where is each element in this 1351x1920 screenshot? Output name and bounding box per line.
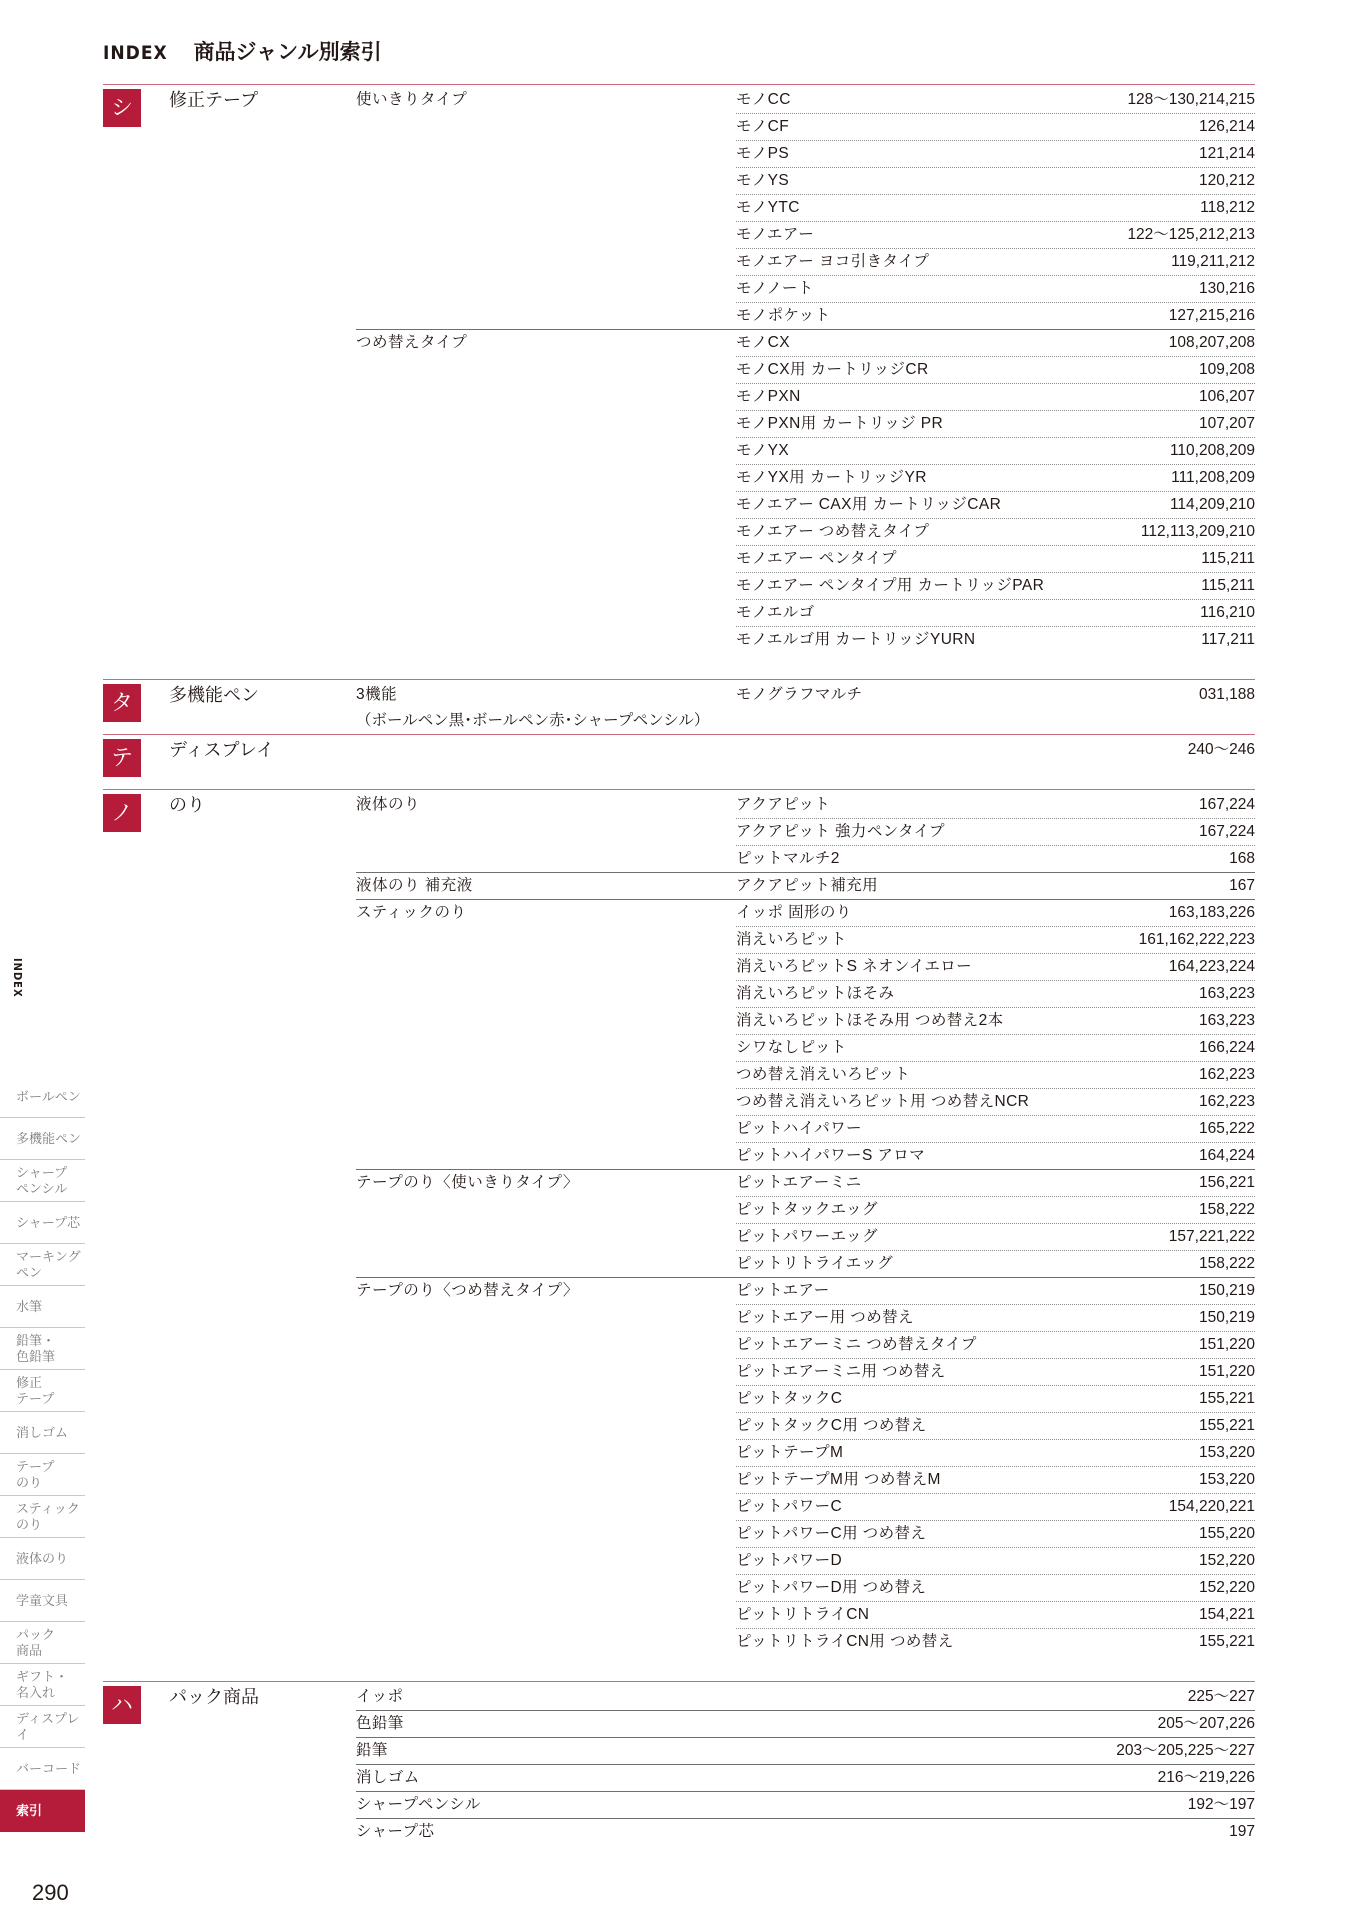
entry-pages: 163,183,226 <box>1168 904 1255 921</box>
subcategory-note: （ボールペン黒･ボールペン赤･シャープペンシル） <box>356 712 710 729</box>
index-entry[interactable] <box>736 168 1255 195</box>
subcategory-name: テープのり〈使いきりタイプ〉 <box>356 1174 579 1191</box>
index-entry[interactable] <box>736 546 1255 573</box>
subcategory <box>356 872 1255 899</box>
side-tab[interactable] <box>0 1706 85 1748</box>
item-list <box>736 873 1255 899</box>
side-tab-label: シャープ ペンシル <box>16 1164 68 1196</box>
entry-name: ピットテープM <box>736 1444 844 1461</box>
side-tab-label: 鉛筆・ 色鉛筆 <box>16 1332 56 1364</box>
subcategory <box>356 329 1255 653</box>
item-list <box>736 682 1255 708</box>
index-entry[interactable] <box>736 1575 1255 1602</box>
entry-name: モノYX用 カートリッジYR <box>736 469 927 486</box>
entry-pages: 118,212 <box>1200 199 1255 216</box>
entry-name: 消えいろピットS ネオンイエロー <box>736 958 973 975</box>
entry-pages: 155,221 <box>1198 1417 1255 1434</box>
subcategory <box>356 1169 1255 1277</box>
entry-name: モノエアー ペンタイプ用 カートリッジPAR <box>736 577 1045 594</box>
entry-pages: 150,219 <box>1198 1309 1255 1326</box>
entry-pages: 156,221 <box>1198 1174 1255 1191</box>
section-letter: シ <box>103 89 141 127</box>
subcategory-name: 3機能 <box>356 686 398 703</box>
section-letter: ハ <box>103 1686 141 1724</box>
entry-pages: 154,221 <box>1198 1606 1255 1623</box>
entry-pages: 157,221,222 <box>1168 1228 1255 1245</box>
side-tab-label: テープ のり <box>16 1458 55 1490</box>
side-tab-label: 液体のり <box>16 1550 69 1566</box>
entry-pages: 120,212 <box>1198 172 1255 189</box>
index-entry[interactable] <box>736 1602 1255 1629</box>
index-section <box>103 1681 1255 1845</box>
index-entry[interactable] <box>736 519 1255 546</box>
section-letter: タ <box>103 684 141 722</box>
entry-pages: 162,223 <box>1198 1066 1255 1083</box>
subcategory-name: 使いきりタイプ <box>356 91 468 108</box>
entry-name: イッポ 固形のり <box>736 904 852 921</box>
entry-pages: 110,208,209 <box>1169 442 1255 459</box>
entry-pages: 151,220 <box>1198 1363 1255 1380</box>
entry-name: ピットマルチ2 <box>736 850 840 867</box>
entry-name: ピットエアーミニ用 つめ替え <box>736 1363 946 1380</box>
index-entry[interactable] <box>356 1792 1255 1818</box>
entry-name: モノグラフマルチ <box>736 686 863 703</box>
index-entry[interactable] <box>736 1521 1255 1548</box>
item-list <box>356 1711 1255 1737</box>
entry-name: モノPXN <box>736 388 801 405</box>
side-tab[interactable] <box>0 1496 85 1538</box>
entry-pages: 114,209,210 <box>1169 496 1255 513</box>
index-entry[interactable] <box>736 1629 1255 1655</box>
entry-name: シワなしピット <box>736 1039 847 1056</box>
index-entry[interactable] <box>736 249 1255 276</box>
side-tab[interactable] <box>0 1412 85 1454</box>
entry-name: ピットエアーミニ <box>736 1174 862 1191</box>
side-tab-label: シャープ芯 <box>16 1214 81 1230</box>
index-entry[interactable] <box>356 1765 1255 1791</box>
side-tab[interactable] <box>0 1622 85 1664</box>
entry-pages: 106,207 <box>1198 388 1255 405</box>
entry-pages: 168 <box>1229 850 1255 867</box>
index-entry[interactable] <box>736 1494 1255 1521</box>
page-header <box>103 36 382 66</box>
entry-name: ピットタックエッグ <box>736 1201 878 1218</box>
entry-name: シャープペンシル <box>356 1796 481 1813</box>
index-entry[interactable] <box>356 1711 1255 1737</box>
index-entry[interactable] <box>736 1170 1255 1197</box>
index-label: INDEX <box>103 42 168 64</box>
entry-pages: 150,219 <box>1198 1282 1255 1299</box>
side-tab[interactable] <box>0 1160 85 1202</box>
entry-pages: 126,214 <box>1198 118 1255 135</box>
entry-pages: 225〜227 <box>1187 1688 1255 1705</box>
entry-name: モノエアー <box>736 226 815 243</box>
entry-name: モノCF <box>736 118 790 135</box>
entry-pages: 158,222 <box>1198 1201 1255 1218</box>
subcategory <box>356 682 1255 729</box>
entry-name: ピットテープM用 つめ替えM <box>736 1471 941 1488</box>
index-content <box>103 84 1255 1871</box>
subcategory-list <box>356 792 1255 1655</box>
section-genre: 多機能ペン <box>169 685 259 705</box>
index-entry[interactable] <box>736 1386 1255 1413</box>
index-section <box>103 734 1255 770</box>
index-entry[interactable] <box>736 627 1255 653</box>
entry-name: モノYX <box>736 442 790 459</box>
index-entry[interactable] <box>736 276 1255 303</box>
entry-name: ピットリトライエッグ <box>736 1255 893 1272</box>
entry-name: モノポケット <box>736 307 831 324</box>
entry-name: ピットパワーD用 つめ替え <box>736 1579 927 1596</box>
side-tab-label: 索引 <box>16 1803 43 1818</box>
index-entry[interactable] <box>736 900 1255 927</box>
entry-name: ピットエアー <box>736 1282 830 1299</box>
subcategory-name: つめ替えタイプ <box>356 334 468 351</box>
entry-pages: 109,208 <box>1198 361 1255 378</box>
side-tab-label: 学童文具 <box>16 1592 69 1608</box>
side-tab-label: 修正 テープ <box>16 1374 55 1406</box>
entry-pages: 164,224 <box>1198 1147 1255 1164</box>
entry-pages: 122〜125,212,213 <box>1127 226 1255 243</box>
index-entry[interactable] <box>736 1197 1255 1224</box>
entry-name: ピットハイパワーS アロマ <box>736 1147 926 1164</box>
entry-name: 鉛筆 <box>356 1742 388 1759</box>
side-tab[interactable] <box>0 1118 85 1160</box>
entry-name: モノCC <box>736 91 791 108</box>
entry-pages: 155,220 <box>1198 1525 1255 1542</box>
item-list <box>356 1792 1255 1818</box>
entry-pages: 167 <box>1229 877 1255 894</box>
subcategory <box>356 1818 1255 1845</box>
index-entry[interactable] <box>736 1224 1255 1251</box>
entry-name: モノエアー ペンタイプ <box>736 550 897 567</box>
side-tab-label: ディスプレイ <box>16 1710 80 1742</box>
index-entry[interactable] <box>736 357 1255 384</box>
index-entry[interactable] <box>736 792 1255 819</box>
entry-pages: 155,221 <box>1198 1390 1255 1407</box>
subcategory <box>356 1710 1255 1737</box>
section-genre: のり <box>169 795 205 815</box>
entry-name: モノエルゴ用 カートリッジYURN <box>736 631 976 648</box>
index-entry[interactable] <box>736 492 1255 519</box>
entry-name: ピットタックC用 つめ替え <box>736 1417 927 1434</box>
entry-pages: 240〜246 <box>1187 741 1255 758</box>
side-tab-label: マーキング ペン <box>16 1248 81 1280</box>
entry-name: ピットパワーD <box>736 1552 843 1569</box>
entry-name: モノYS <box>736 172 790 189</box>
entry-pages: 203〜205,225〜227 <box>1116 1742 1255 1759</box>
subcategory-name: テープのり〈つめ替えタイプ〉 <box>356 1282 579 1299</box>
entry-name: モノPXN用 カートリッジ PR <box>736 415 944 432</box>
side-tab-label: バーコード <box>16 1760 82 1776</box>
item-list <box>356 1765 1255 1791</box>
entry-pages: 155,221 <box>1198 1633 1255 1650</box>
side-tab[interactable] <box>0 1076 85 1118</box>
item-list <box>356 1819 1255 1845</box>
subcategory <box>356 792 1255 872</box>
side-tab[interactable] <box>0 1244 85 1286</box>
index-entry[interactable] <box>736 1413 1255 1440</box>
index-entry[interactable] <box>736 600 1255 627</box>
entry-pages: 121,214 <box>1198 145 1255 162</box>
entry-name: モノエルゴ <box>736 604 815 621</box>
index-entry[interactable] <box>736 1440 1255 1467</box>
entry-pages: 119,211,212 <box>1171 253 1255 270</box>
index-entry[interactable] <box>356 1819 1255 1845</box>
entry-pages: 128〜130,214,215 <box>1127 91 1255 108</box>
page-number: 290 <box>32 1880 69 1905</box>
index-entry[interactable] <box>736 1035 1255 1062</box>
entry-name: ピットタックC <box>736 1390 843 1407</box>
entry-pages: 152,220 <box>1198 1579 1255 1596</box>
page-title: 商品ジャンル別索引 <box>193 41 382 64</box>
index-entry[interactable] <box>736 195 1255 222</box>
subcategory <box>356 899 1255 1169</box>
side-tab-label: ギフト・ 名入れ <box>16 1668 69 1700</box>
entry-pages: 031,188 <box>1198 686 1255 703</box>
index-entry[interactable] <box>356 1684 1255 1710</box>
entry-pages: 197 <box>1229 1823 1255 1840</box>
entry-pages: 154,220,221 <box>1168 1498 1255 1515</box>
item-list <box>736 792 1255 872</box>
entry-name: アクアピット <box>736 796 831 813</box>
entry-pages: 116,210 <box>1200 604 1255 621</box>
entry-name: アクアピット 強力ペンタイプ <box>736 823 945 840</box>
index-entry[interactable] <box>736 384 1255 411</box>
entry-pages: 115,211 <box>1201 550 1255 567</box>
subcategory-list <box>356 87 1255 653</box>
entry-pages: 153,220 <box>1198 1444 1255 1461</box>
index-entry[interactable] <box>736 465 1255 492</box>
subcategory <box>356 1764 1255 1791</box>
index-entry[interactable] <box>736 1008 1255 1035</box>
entry-pages: 151,220 <box>1198 1336 1255 1353</box>
entry-name: ピットパワーC用 つめ替え <box>736 1525 927 1542</box>
entry-name: ピットリトライCN用 つめ替え <box>736 1633 954 1650</box>
entry-pages: 107,207 <box>1198 415 1255 432</box>
item-list <box>736 87 1255 329</box>
entry-name: つめ替え消えいろピット用 つめ替えNCR <box>736 1093 1030 1110</box>
index-entry[interactable] <box>736 1062 1255 1089</box>
entry-name: 消えいろピット <box>736 931 847 948</box>
entry-pages: 130,216 <box>1198 280 1255 297</box>
index-entry[interactable] <box>736 1332 1255 1359</box>
subcategory-list <box>356 737 1255 763</box>
section-letter: テ <box>103 739 141 777</box>
side-tab[interactable] <box>0 1538 85 1580</box>
index-entry[interactable] <box>736 1278 1255 1305</box>
index-entry[interactable] <box>736 682 1255 708</box>
subcategory-list <box>356 1684 1255 1845</box>
entry-pages: 153,220 <box>1198 1471 1255 1488</box>
entry-name: 色鉛筆 <box>356 1715 404 1732</box>
side-tab[interactable] <box>0 1748 85 1790</box>
index-entry[interactable] <box>736 330 1255 357</box>
index-section <box>103 789 1255 1655</box>
entry-pages: 115,211 <box>1201 577 1255 594</box>
index-entry[interactable] <box>736 1251 1255 1277</box>
side-tab-label: ボールペン <box>16 1088 81 1104</box>
side-tab-label: 消しゴム <box>16 1424 69 1440</box>
side-tab[interactable] <box>0 1286 85 1328</box>
item-list <box>736 1170 1255 1277</box>
entry-name: ピットパワーエッグ <box>736 1228 878 1245</box>
index-entry[interactable] <box>736 927 1255 954</box>
section-genre: パック商品 <box>169 1687 259 1707</box>
item-list <box>736 330 1255 653</box>
entry-name: モノCX用 カートリッジCR <box>736 361 929 378</box>
item-list <box>736 1278 1255 1655</box>
item-list <box>736 900 1255 1169</box>
side-tab[interactable] <box>0 1370 85 1412</box>
entry-name: ピットエアーミニ つめ替えタイプ <box>736 1336 977 1353</box>
index-entry[interactable] <box>736 573 1255 600</box>
side-tab[interactable] <box>0 1202 85 1244</box>
item-list <box>356 1684 1255 1710</box>
entry-pages: 162,223 <box>1198 1093 1255 1110</box>
entry-name: モノノート <box>736 280 814 297</box>
entry-name: モノエアー ヨコ引きタイプ <box>736 253 930 270</box>
side-tab[interactable] <box>0 1790 85 1832</box>
subcategory-name: スティックのり <box>356 904 467 921</box>
entry-name: つめ替え消えいろピット <box>736 1066 911 1083</box>
side-tab[interactable] <box>0 1664 85 1706</box>
entry-name: モノCX <box>736 334 790 351</box>
side-tab-label: 水筆 <box>16 1298 43 1314</box>
index-entry[interactable] <box>736 1467 1255 1494</box>
index-entry[interactable] <box>736 1305 1255 1332</box>
entry-name: シャープ芯 <box>356 1823 435 1840</box>
side-index-label: INDEX <box>11 958 24 998</box>
side-tab[interactable] <box>0 1580 85 1622</box>
entry-pages: 117,211 <box>1201 631 1255 648</box>
entry-name: 消えいろピットほそみ用 つめ替え2本 <box>736 1012 1004 1029</box>
entry-pages: 216〜219,226 <box>1157 1769 1255 1786</box>
side-tab-label: スティック のり <box>16 1500 80 1532</box>
index-entry[interactable] <box>736 438 1255 465</box>
index-entry[interactable] <box>356 737 1255 763</box>
entry-pages: 167,224 <box>1198 796 1255 813</box>
entry-name: 消えいろピットほそみ <box>736 985 895 1002</box>
entry-name: ピットエアー用 つめ替え <box>736 1309 914 1326</box>
entry-pages: 164,223,224 <box>1168 958 1255 975</box>
subcategory-name: 液体のり 補充液 <box>356 877 473 894</box>
entry-name: ピットリトライCN <box>736 1606 870 1623</box>
entry-pages: 167,224 <box>1198 823 1255 840</box>
subcategory <box>356 1791 1255 1818</box>
index-entry[interactable] <box>736 954 1255 981</box>
entry-name: モノエアー つめ替えタイプ <box>736 523 930 540</box>
entry-pages: 127,215,216 <box>1168 307 1255 324</box>
index-section <box>103 84 1255 653</box>
subcategory <box>356 737 1255 763</box>
entry-pages: 152,220 <box>1198 1552 1255 1569</box>
entry-name: モノエアー CAX用 カートリッジCAR <box>736 496 1002 513</box>
entry-name: モノYTC <box>736 199 800 216</box>
index-entry[interactable] <box>736 846 1255 872</box>
subcategory <box>356 1684 1255 1710</box>
index-entry[interactable] <box>736 222 1255 249</box>
entry-pages: 163,223 <box>1198 985 1255 1002</box>
entry-name: アクアピット補充用 <box>736 877 879 894</box>
side-tab-label: パック 商品 <box>16 1626 56 1658</box>
subcategory-list <box>356 682 1255 729</box>
entry-pages: 111,208,209 <box>1171 469 1255 486</box>
index-entry[interactable] <box>736 873 1255 899</box>
index-entry[interactable] <box>736 1143 1255 1169</box>
subcategory <box>356 87 1255 329</box>
index-section <box>103 679 1255 729</box>
index-entry[interactable] <box>736 1359 1255 1386</box>
entry-pages: 112,113,209,210 <box>1140 523 1255 540</box>
entry-name: ピットパワーC <box>736 1498 843 1515</box>
section-genre: 修正テープ <box>169 90 259 110</box>
index-entry[interactable] <box>736 1089 1255 1116</box>
index-entry[interactable] <box>736 114 1255 141</box>
item-list <box>356 1738 1255 1764</box>
index-entry[interactable] <box>736 411 1255 438</box>
entry-name: ピットハイパワー <box>736 1120 862 1137</box>
subcategory <box>356 1737 1255 1764</box>
index-entry[interactable] <box>736 141 1255 168</box>
index-entry[interactable] <box>736 87 1255 114</box>
index-entry[interactable] <box>736 303 1255 329</box>
entry-pages: 192〜197 <box>1187 1796 1255 1813</box>
section-genre: ディスプレイ <box>169 740 274 760</box>
entry-pages: 158,222 <box>1198 1255 1255 1272</box>
section-letter: ノ <box>103 794 141 832</box>
index-entry[interactable] <box>356 1738 1255 1764</box>
side-tab-label: 多機能ペン <box>16 1130 82 1146</box>
subcategory-name: 液体のり <box>356 796 421 813</box>
entry-name: イッポ <box>356 1688 404 1705</box>
entry-pages: 163,223 <box>1198 1012 1255 1029</box>
side-tabs <box>0 1076 85 1832</box>
side-tab[interactable] <box>0 1454 85 1496</box>
entry-pages: 165,222 <box>1198 1120 1255 1137</box>
index-entry[interactable] <box>736 1548 1255 1575</box>
entry-pages: 108,207,208 <box>1168 334 1255 351</box>
index-entry[interactable] <box>736 819 1255 846</box>
entry-pages: 161,162,222,223 <box>1138 931 1255 948</box>
side-tab[interactable] <box>0 1328 85 1370</box>
index-entry[interactable] <box>736 981 1255 1008</box>
entry-pages: 205〜207,226 <box>1157 1715 1255 1732</box>
entry-name: モノPS <box>736 145 790 162</box>
entry-name: 消しゴム <box>356 1769 420 1786</box>
index-entry[interactable] <box>736 1116 1255 1143</box>
entry-pages: 166,224 <box>1198 1039 1255 1056</box>
subcategory <box>356 1277 1255 1655</box>
